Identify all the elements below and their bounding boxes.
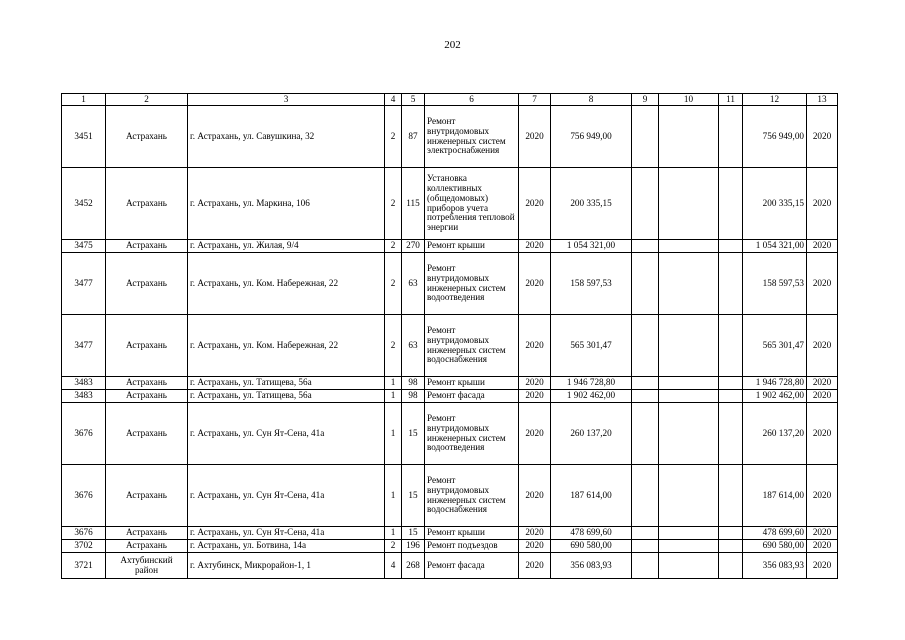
- col-9-value-cell: [632, 540, 659, 553]
- year-cell: 2020: [519, 106, 551, 168]
- col-9-value-cell: [632, 106, 659, 168]
- cost-cell: 1 054 321,00: [551, 240, 632, 253]
- row-number-cell: 3483: [62, 390, 106, 403]
- address-cell: г. Астрахань, ул. Жилая, 9/4: [188, 240, 385, 253]
- total-cost-cell: 260 137,20: [743, 403, 807, 465]
- locality-cell: Астрахань: [106, 315, 188, 377]
- col-11-value-cell: [719, 168, 743, 240]
- locality-cell: Астрахань: [106, 527, 188, 540]
- col-10-value-cell: [659, 390, 719, 403]
- col-10-value-cell: [659, 553, 719, 579]
- total-cost-cell: 187 614,00: [743, 465, 807, 527]
- col-4-value-cell: 1: [385, 465, 402, 527]
- cost-cell: 756 949,00: [551, 106, 632, 168]
- row-number-cell: 3676: [62, 527, 106, 540]
- cost-cell: 478 699,60: [551, 527, 632, 540]
- col-11-value-cell: [719, 540, 743, 553]
- col-5-value-cell: 268: [402, 553, 425, 579]
- col-4-value-cell: 2: [385, 253, 402, 315]
- cost-cell: 1 946 728,80: [551, 377, 632, 390]
- col-4-value-cell: 2: [385, 168, 402, 240]
- total-cost-cell: 1 902 462,00: [743, 390, 807, 403]
- col-13-value-cell: 2020: [807, 315, 838, 377]
- column-number: 1: [62, 94, 106, 106]
- total-cost-cell: 1 946 728,80: [743, 377, 807, 390]
- total-cost-cell: 690 580,00: [743, 540, 807, 553]
- col-9-value-cell: [632, 390, 659, 403]
- work-type-cell: Ремонт внутридомовых инженерных систем водоотведения: [425, 403, 519, 465]
- locality-cell: Астрахань: [106, 390, 188, 403]
- col-9-value-cell: [632, 403, 659, 465]
- column-number: 6: [425, 94, 519, 106]
- col-11-value-cell: [719, 553, 743, 579]
- col-13-value-cell: 2020: [807, 553, 838, 579]
- column-number: 12: [743, 94, 807, 106]
- col-13-value-cell: 2020: [807, 240, 838, 253]
- table-row: [62, 390, 838, 403]
- table-row: [62, 168, 838, 240]
- col-10-value-cell: [659, 315, 719, 377]
- total-cost-cell: 356 083,93: [743, 553, 807, 579]
- year-cell: 2020: [519, 377, 551, 390]
- column-number: 3: [188, 94, 385, 106]
- cost-cell: 158 597,53: [551, 253, 632, 315]
- col-5-value-cell: 15: [402, 403, 425, 465]
- col-9-value-cell: [632, 253, 659, 315]
- year-cell: 2020: [519, 253, 551, 315]
- table-row: [62, 553, 838, 579]
- col-10-value-cell: [659, 253, 719, 315]
- row-number-cell: 3452: [62, 168, 106, 240]
- col-11-value-cell: [719, 253, 743, 315]
- year-cell: 2020: [519, 553, 551, 579]
- year-cell: 2020: [519, 390, 551, 403]
- address-cell: г. Астрахань, ул. Ботвина, 14а: [188, 540, 385, 553]
- year-cell: 2020: [519, 527, 551, 540]
- table-row: [62, 465, 838, 527]
- col-13-value-cell: 2020: [807, 403, 838, 465]
- col-5-value-cell: 87: [402, 106, 425, 168]
- column-number: 11: [719, 94, 743, 106]
- col-10-value-cell: [659, 540, 719, 553]
- col-13-value-cell: 2020: [807, 253, 838, 315]
- table-row: [62, 106, 838, 168]
- year-cell: 2020: [519, 315, 551, 377]
- address-cell: г. Астрахань, ул. Сун Ят-Сена, 41а: [188, 403, 385, 465]
- page-number: 202: [444, 39, 461, 51]
- work-type-cell: Ремонт крыши: [425, 377, 519, 390]
- col-5-value-cell: 98: [402, 377, 425, 390]
- work-type-cell: Ремонт фасада: [425, 390, 519, 403]
- col-11-value-cell: [719, 240, 743, 253]
- col-4-value-cell: 1: [385, 390, 402, 403]
- col-9-value-cell: [632, 377, 659, 390]
- address-cell: г. Астрахань, ул. Ком. Набережная, 22: [188, 253, 385, 315]
- cost-cell: 187 614,00: [551, 465, 632, 527]
- work-type-cell: Ремонт крыши: [425, 527, 519, 540]
- table-row: [62, 403, 838, 465]
- col-5-value-cell: 115: [402, 168, 425, 240]
- row-number-cell: 3475: [62, 240, 106, 253]
- col-10-value-cell: [659, 403, 719, 465]
- col-10-value-cell: [659, 377, 719, 390]
- col-10-value-cell: [659, 106, 719, 168]
- col-11-value-cell: [719, 377, 743, 390]
- cost-cell: 260 137,20: [551, 403, 632, 465]
- col-5-value-cell: 98: [402, 390, 425, 403]
- col-13-value-cell: 2020: [807, 168, 838, 240]
- work-type-cell: Ремонт фасада: [425, 553, 519, 579]
- column-number: 13: [807, 94, 838, 106]
- row-number-cell: 3483: [62, 377, 106, 390]
- work-type-cell: Ремонт внутридомовых инженерных систем водоснабжения: [425, 465, 519, 527]
- col-4-value-cell: 2: [385, 315, 402, 377]
- col-9-value-cell: [632, 315, 659, 377]
- row-number-cell: 3451: [62, 106, 106, 168]
- cost-cell: 565 301,47: [551, 315, 632, 377]
- cost-cell: 200 335,15: [551, 168, 632, 240]
- table-row: [62, 240, 838, 253]
- col-11-value-cell: [719, 315, 743, 377]
- address-cell: г. Астрахань, ул. Маркина, 106: [188, 168, 385, 240]
- col-9-value-cell: [632, 168, 659, 240]
- col-11-value-cell: [719, 465, 743, 527]
- col-10-value-cell: [659, 240, 719, 253]
- column-number: 2: [106, 94, 188, 106]
- col-5-value-cell: 270: [402, 240, 425, 253]
- col-4-value-cell: 4: [385, 553, 402, 579]
- col-4-value-cell: 2: [385, 106, 402, 168]
- col-4-value-cell: 2: [385, 540, 402, 553]
- col-13-value-cell: 2020: [807, 390, 838, 403]
- year-cell: 2020: [519, 240, 551, 253]
- locality-cell: Астрахань: [106, 106, 188, 168]
- address-cell: г. Астрахань, ул. Ком. Набережная, 22: [188, 315, 385, 377]
- row-number-cell: 3477: [62, 253, 106, 315]
- total-cost-cell: 1 054 321,00: [743, 240, 807, 253]
- col-4-value-cell: 2: [385, 240, 402, 253]
- locality-cell: Астрахань: [106, 377, 188, 390]
- work-type-cell: Ремонт внутридомовых инженерных систем электроснабжения: [425, 106, 519, 168]
- year-cell: 2020: [519, 540, 551, 553]
- row-number-cell: 3676: [62, 403, 106, 465]
- work-type-cell: Ремонт крыши: [425, 240, 519, 253]
- col-4-value-cell: 1: [385, 403, 402, 465]
- col-11-value-cell: [719, 403, 743, 465]
- col-13-value-cell: 2020: [807, 527, 838, 540]
- col-13-value-cell: 2020: [807, 106, 838, 168]
- row-number-cell: 3676: [62, 465, 106, 527]
- total-cost-cell: 200 335,15: [743, 168, 807, 240]
- col-13-value-cell: 2020: [807, 465, 838, 527]
- column-number: 10: [659, 94, 719, 106]
- table-row: [62, 527, 838, 540]
- table-row: [62, 377, 838, 390]
- row-number-cell: 3702: [62, 540, 106, 553]
- col-11-value-cell: [719, 106, 743, 168]
- col-5-value-cell: 15: [402, 527, 425, 540]
- col-9-value-cell: [632, 553, 659, 579]
- col-9-value-cell: [632, 527, 659, 540]
- column-number-row: [62, 94, 838, 106]
- total-cost-cell: 756 949,00: [743, 106, 807, 168]
- col-13-value-cell: 2020: [807, 540, 838, 553]
- work-type-cell: Ремонт подъездов: [425, 540, 519, 553]
- cost-cell: 1 902 462,00: [551, 390, 632, 403]
- work-type-cell: Установка коллективных (общедомовых) приборов учета потребления тепловой энергии: [425, 168, 519, 240]
- col-10-value-cell: [659, 168, 719, 240]
- address-cell: г. Астрахань, ул. Сун Ят-Сена, 41а: [188, 465, 385, 527]
- cost-cell: 690 580,00: [551, 540, 632, 553]
- locality-cell: Астрахань: [106, 465, 188, 527]
- work-type-cell: Ремонт внутридомовых инженерных систем водоотведения: [425, 253, 519, 315]
- col-10-value-cell: [659, 527, 719, 540]
- col-9-value-cell: [632, 240, 659, 253]
- total-cost-cell: 478 699,60: [743, 527, 807, 540]
- address-cell: г. Астрахань, ул. Татищева, 56а: [188, 377, 385, 390]
- col-9-value-cell: [632, 465, 659, 527]
- address-cell: г. Астрахань, ул. Сун Ят-Сена, 41а: [188, 527, 385, 540]
- column-number: 7: [519, 94, 551, 106]
- col-11-value-cell: [719, 527, 743, 540]
- col-11-value-cell: [719, 390, 743, 403]
- locality-cell: Астрахань: [106, 240, 188, 253]
- locality-cell: Ахтубинский район: [106, 553, 188, 579]
- column-number: 9: [632, 94, 659, 106]
- work-type-cell: Ремонт внутридомовых инженерных систем водоснабжения: [425, 315, 519, 377]
- row-number-cell: 3477: [62, 315, 106, 377]
- column-number: 5: [402, 94, 425, 106]
- locality-cell: Астрахань: [106, 540, 188, 553]
- locality-cell: Астрахань: [106, 168, 188, 240]
- column-number: 4: [385, 94, 402, 106]
- col-4-value-cell: 1: [385, 377, 402, 390]
- col-5-value-cell: 63: [402, 315, 425, 377]
- table-row: [62, 315, 838, 377]
- locality-cell: Астрахань: [106, 403, 188, 465]
- year-cell: 2020: [519, 403, 551, 465]
- column-number: 8: [551, 94, 632, 106]
- year-cell: 2020: [519, 168, 551, 240]
- address-cell: г. Астрахань, ул. Савушкина, 32: [188, 106, 385, 168]
- col-10-value-cell: [659, 465, 719, 527]
- table-row: [62, 253, 838, 315]
- col-5-value-cell: 196: [402, 540, 425, 553]
- cost-cell: 356 083,93: [551, 553, 632, 579]
- total-cost-cell: 158 597,53: [743, 253, 807, 315]
- address-cell: г. Астрахань, ул. Татищева, 56а: [188, 390, 385, 403]
- col-13-value-cell: 2020: [807, 377, 838, 390]
- col-5-value-cell: 15: [402, 465, 425, 527]
- year-cell: 2020: [519, 465, 551, 527]
- col-4-value-cell: 1: [385, 527, 402, 540]
- capital-repair-table: [61, 93, 838, 579]
- col-5-value-cell: 63: [402, 253, 425, 315]
- row-number-cell: 3721: [62, 553, 106, 579]
- address-cell: г. Ахтубинск, Микрорайон-1, 1: [188, 553, 385, 579]
- total-cost-cell: 565 301,47: [743, 315, 807, 377]
- table-row: [62, 540, 838, 553]
- locality-cell: Астрахань: [106, 253, 188, 315]
